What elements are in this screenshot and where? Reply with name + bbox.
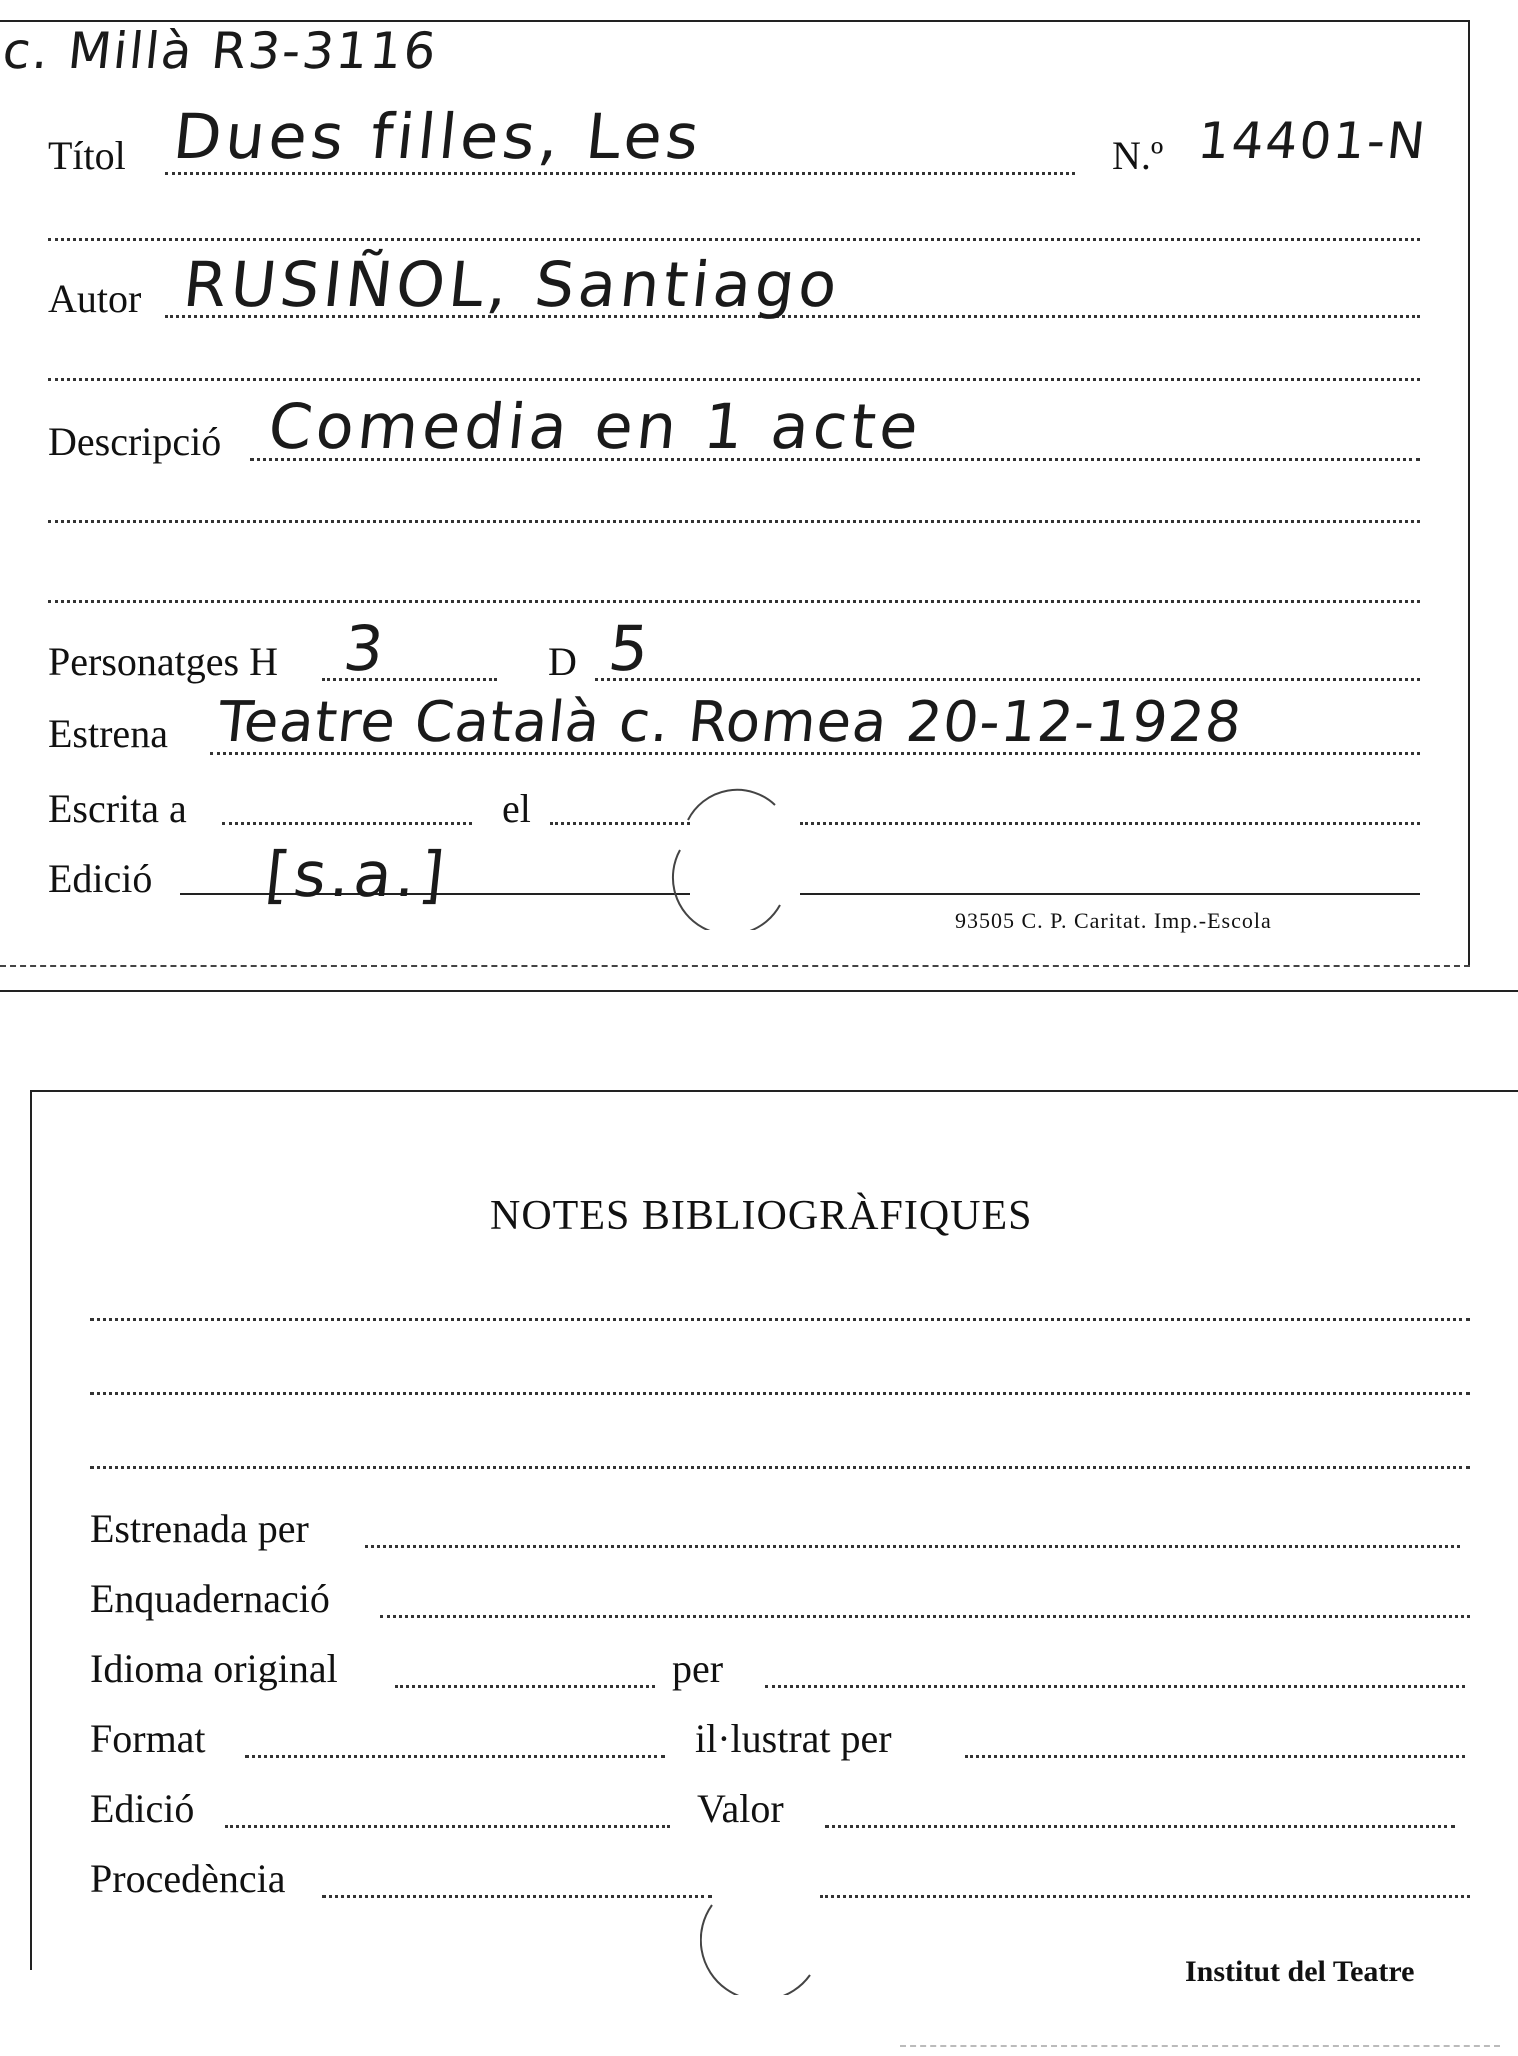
idioma-line: [395, 1685, 655, 1688]
personatges-label: Personatges H: [48, 639, 278, 684]
titol-value: Dues filles, Les: [170, 100, 707, 173]
notes-line-1: [90, 1318, 1470, 1321]
enquadernacio-line: [380, 1615, 1470, 1618]
descripcio-label: Descripció: [48, 419, 222, 464]
card-right-border: [1468, 20, 1470, 965]
notes-card-top-border: [30, 1090, 1518, 1092]
estrena-label: Estrena: [48, 711, 168, 756]
idioma-label: Idioma original: [90, 1646, 338, 1691]
punch-hole-mark-2: [700, 1865, 840, 1995]
descripcio-value: Comedia en 1 acte: [265, 390, 926, 463]
procedencia-line: [322, 1895, 712, 1898]
notes-line-3: [90, 1466, 1470, 1469]
card-bottom-border: [0, 965, 1470, 967]
notes-line-2: [90, 1392, 1470, 1395]
el-line-2: [800, 822, 1420, 825]
edicio-value: [s.a.]: [262, 838, 452, 911]
el-label: el: [502, 786, 531, 831]
format-label: Format: [90, 1716, 206, 1761]
autor-value: RUSIÑOL, Santiago: [180, 248, 845, 321]
escrita-line: [222, 822, 472, 825]
procedencia-line-2: [820, 1895, 1470, 1898]
notes-card-left-border: [30, 1090, 32, 1970]
escrita-label: Escrita a: [48, 786, 187, 831]
valor-label: Valor: [697, 1786, 784, 1831]
format-line: [245, 1755, 665, 1758]
punch-hole-mark: [660, 780, 810, 930]
notes-card-bottom-edge: [900, 2045, 1500, 2047]
valor-line: [825, 1825, 1455, 1828]
edicio-label: Edició: [48, 856, 153, 901]
illustrat-label: il·lustrat per: [695, 1716, 892, 1761]
enquadernacio-label: Enquadernació: [90, 1576, 330, 1621]
edicio-line-2: [800, 893, 1420, 895]
estrenada-label: Estrenada per: [90, 1506, 309, 1551]
illustrat-line: [965, 1755, 1465, 1758]
notes-edicio-line: [225, 1825, 670, 1828]
procedencia-label: Procedència: [90, 1856, 286, 1901]
notes-heading: NOTES BIBLIOGRÀFIQUES: [490, 1193, 1033, 1239]
notes-edicio-label: Edició: [90, 1786, 195, 1831]
personatges-d-value: 5: [605, 612, 657, 685]
personatges-d-label: D: [548, 639, 577, 684]
titol-continuation-line: [48, 238, 1420, 241]
personatges-d-line: [595, 678, 1420, 681]
handwritten-reference: c. Millà R3-3116: [0, 22, 441, 80]
numero-value: 14401-N: [1195, 112, 1430, 170]
per-line: [765, 1685, 1465, 1688]
autor-label: Autor: [48, 276, 142, 321]
per-label: per: [672, 1646, 724, 1691]
printer-imprint: 93505 C. P. Caritat. Imp.-Escola: [955, 908, 1272, 933]
personatges-h-value: 3: [340, 612, 392, 685]
institution-imprint: Institut del Teatre: [1185, 1955, 1415, 1988]
descripcio-line-2: [48, 520, 1420, 523]
numero-label: N.º: [1112, 133, 1164, 178]
titol-label: Títol: [48, 133, 126, 178]
descripcio-line-3: [48, 600, 1420, 603]
estrena-value: Teatre Català c. Romea 20-12-1928: [215, 690, 1246, 755]
autor-continuation-line: [48, 378, 1420, 381]
estrenada-line: [365, 1545, 1460, 1548]
card-separator-line: [0, 990, 1518, 992]
